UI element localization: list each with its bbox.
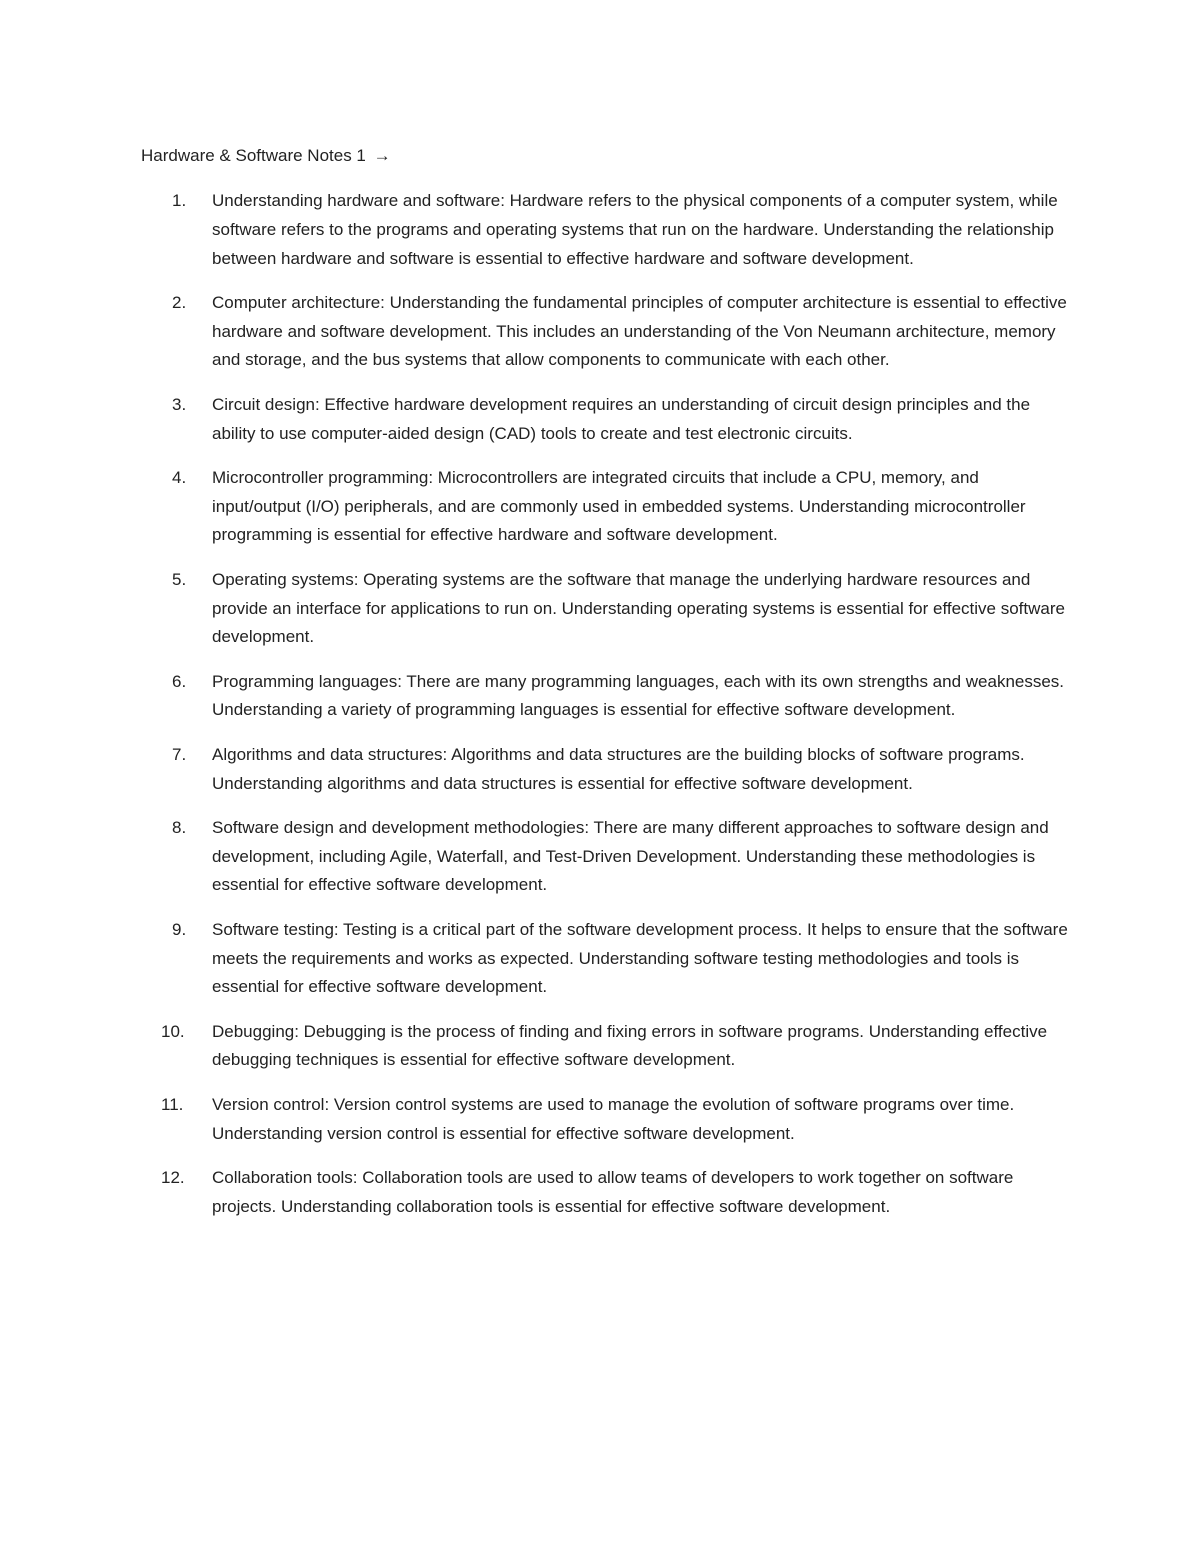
list-item-number: 5. — [172, 569, 187, 589]
list-item-text: Collaboration tools: Collaboration tools are used to allow teams of developers to work together on software projects. Understanding collaboration tools is essential for effective software development. — [212, 1167, 1014, 1216]
list-item-number: 7. — [172, 744, 187, 764]
list-item-text: Understanding hardware and software: Hardware refers to the physical components of a computer system, while software refers to the programs and operating systems that run on the hardware. Understanding the relationship between hardware and software is essential to effective hardware and software development. — [212, 191, 1058, 268]
list-item-number: 6. — [172, 671, 187, 691]
list-item-number: 4. — [172, 467, 187, 487]
list-item — [141, 391, 1071, 449]
list-item — [141, 187, 1071, 273]
list-item — [141, 1018, 1071, 1076]
list-item — [141, 1091, 1071, 1149]
list-item-number: 1. — [172, 191, 187, 210]
list-item-text: Version control: Version control systems are used to manage the evolution of software programs over time. Understanding version control is essential for effective software development. — [212, 1094, 1015, 1143]
list-item-number: 3. — [172, 394, 187, 414]
list-item-text: Debugging: Debugging is the process of finding and fixing errors in software programs. Understanding effective debugging techniques is essential for effective software development. — [212, 1021, 1048, 1070]
document-title-text: Hardware & Software Notes 1 — [141, 146, 366, 165]
list-item-text: Software design and development methodologies: There are many different approaches to software design and development, including Agile, Waterfall, and Test-Driven Development. Understanding these methodologies is essential for effective software development. — [212, 817, 1049, 895]
list-item-number: 9. — [172, 919, 187, 939]
list-item-number: 8. — [172, 817, 187, 837]
list-item-number: 2. — [172, 292, 187, 312]
notes-list — [141, 187, 1071, 1237]
list-item-number: 10. — [161, 1021, 185, 1041]
list-item — [141, 814, 1071, 900]
list-item — [141, 464, 1071, 550]
list-item-text: Programming languages: There are many programming languages, each with its own strengths and weaknesses. Understanding a variety of programming languages is essential for effective software development. — [212, 671, 1065, 720]
list-item-text: Operating systems: Operating systems are the software that manage the underlying hardware resources and provide an interface for applications to run on. Understanding operating systems is essential for effective software development. — [212, 569, 1065, 647]
list-item-text: Microcontroller programming: Microcontrollers are integrated circuits that include a CPU, memory, and input/output (I/O) peripherals, and are commonly used in embedded systems. Understanding microcontroller programming is essential for effective hardware and software development. — [212, 467, 1026, 545]
list-item — [141, 1164, 1071, 1222]
list-item-number: 12. — [161, 1167, 185, 1187]
list-item — [141, 289, 1071, 375]
list-item-text: Computer architecture: Understanding the fundamental principles of computer architecture is essential to effective hardware and software development. This includes an understanding of the Von Neumann architecture, memory and storage, and the bus systems that allow components to communicate with each other. — [212, 292, 1067, 370]
list-item-text: Algorithms and data structures: Algorithms and data structures are the building blocks of software programs. Understanding algorithms and data structures is essential for effective software development. — [212, 744, 1025, 793]
document-title — [141, 144, 391, 168]
list-item — [141, 741, 1071, 799]
right-arrow-icon: → — [373, 146, 391, 165]
list-item-number: 11. — [161, 1094, 184, 1114]
list-item-text: Software testing: Testing is a critical part of the software development process. It helps to ensure that the software meets the requirements and works as expected. Understanding software testing methodologies and tools is essential for effective software development. — [212, 919, 1068, 997]
list-item — [141, 668, 1071, 726]
list-item — [141, 916, 1071, 1002]
list-item-text: Circuit design: Effective hardware development requires an understanding of circuit design principles and the ability to use computer-aided design (CAD) tools to create and test electronic circuits. — [212, 394, 1031, 443]
list-item — [141, 566, 1071, 652]
